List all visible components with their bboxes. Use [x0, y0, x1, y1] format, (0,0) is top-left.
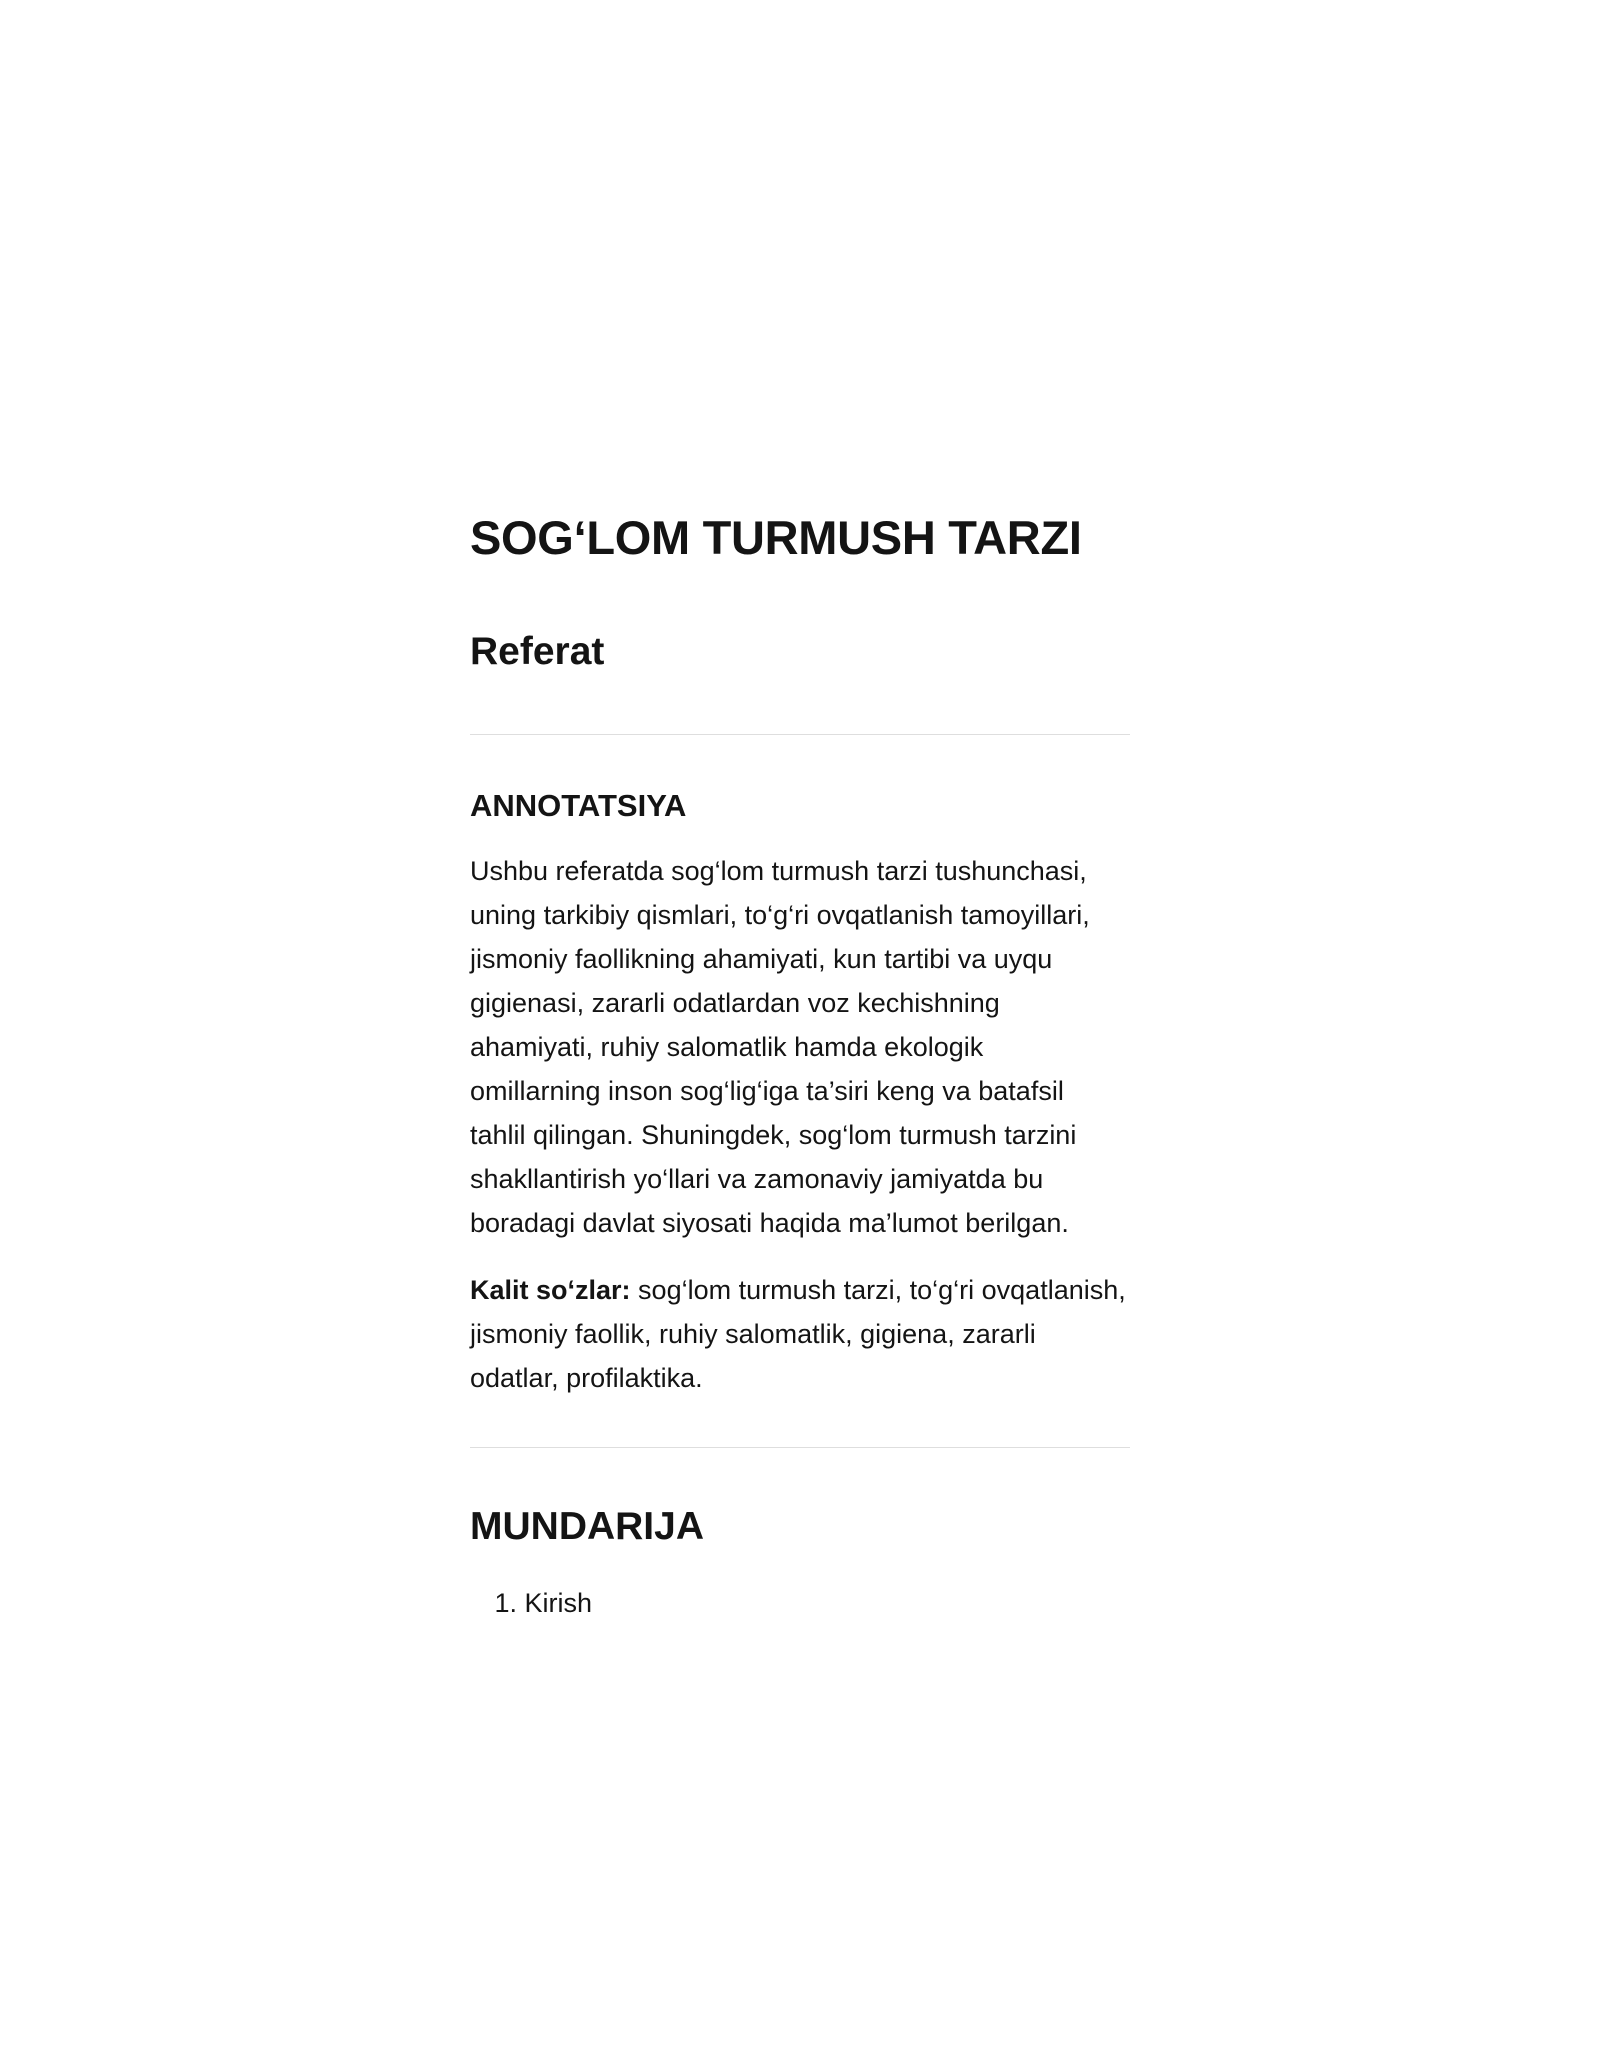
divider: [470, 1447, 1130, 1448]
document-subtitle: Referat: [470, 630, 605, 673]
annotation-line: shakllantirish yo‘llari va zamonaviy jamiyatda bu: [470, 1164, 1044, 1194]
annotation-line: jismoniy faollikning ahamiyati, kun tartibi va uyqu: [470, 944, 1053, 974]
keywords-text: sog‘lom turmush tarzi, to‘g‘ri ovqatlanish,: [630, 1275, 1126, 1305]
contents-item-label: Kirish: [524, 1588, 593, 1618]
contents-heading: MUNDARIJA: [470, 1505, 704, 1548]
annotation-line: tahlil qilingan. Shuningdek, sog‘lom turmush tarzini: [470, 1120, 1077, 1150]
keywords-paragraph: [470, 1268, 1130, 1400]
divider: [470, 734, 1130, 735]
annotation-text: [470, 849, 1130, 1245]
contents-item: [470, 1583, 592, 1623]
annotation-line: uning tarkibiy qismlari, to‘g‘ri ovqatlanish tamoyillari,: [470, 900, 1090, 930]
document-title: SOG‘LOM TURMUSH TARZI: [470, 511, 1082, 564]
annotation-line: ahamiyati, ruhiy salomatlik hamda ekologik: [470, 1032, 984, 1062]
annotation-line: Ushbu referatda sog‘lom turmush tarzi tushunchasi,: [470, 856, 1087, 886]
annotation-heading: ANNOTATSIYA: [470, 788, 687, 823]
keywords-line: [470, 1268, 1130, 1312]
keywords-line: jismoniy faollik, ruhiy salomatlik, gigiena, zararli: [470, 1319, 1036, 1349]
contents-item-number: 1.: [494, 1588, 517, 1618]
annotation-line: omillarning inson sog‘lig‘iga ta’siri keng va batafsil: [470, 1076, 1064, 1106]
keywords-label: Kalit so‘zlar:: [470, 1275, 631, 1305]
annotation-line: boradagi davlat siyosati haqida ma’lumot berilgan.: [470, 1208, 1069, 1238]
contents-list: [470, 1583, 592, 1623]
keywords-line: odatlar, profilaktika.: [470, 1363, 703, 1393]
annotation-line: gigienasi, zararli odatlardan voz kechishning: [470, 988, 1000, 1018]
